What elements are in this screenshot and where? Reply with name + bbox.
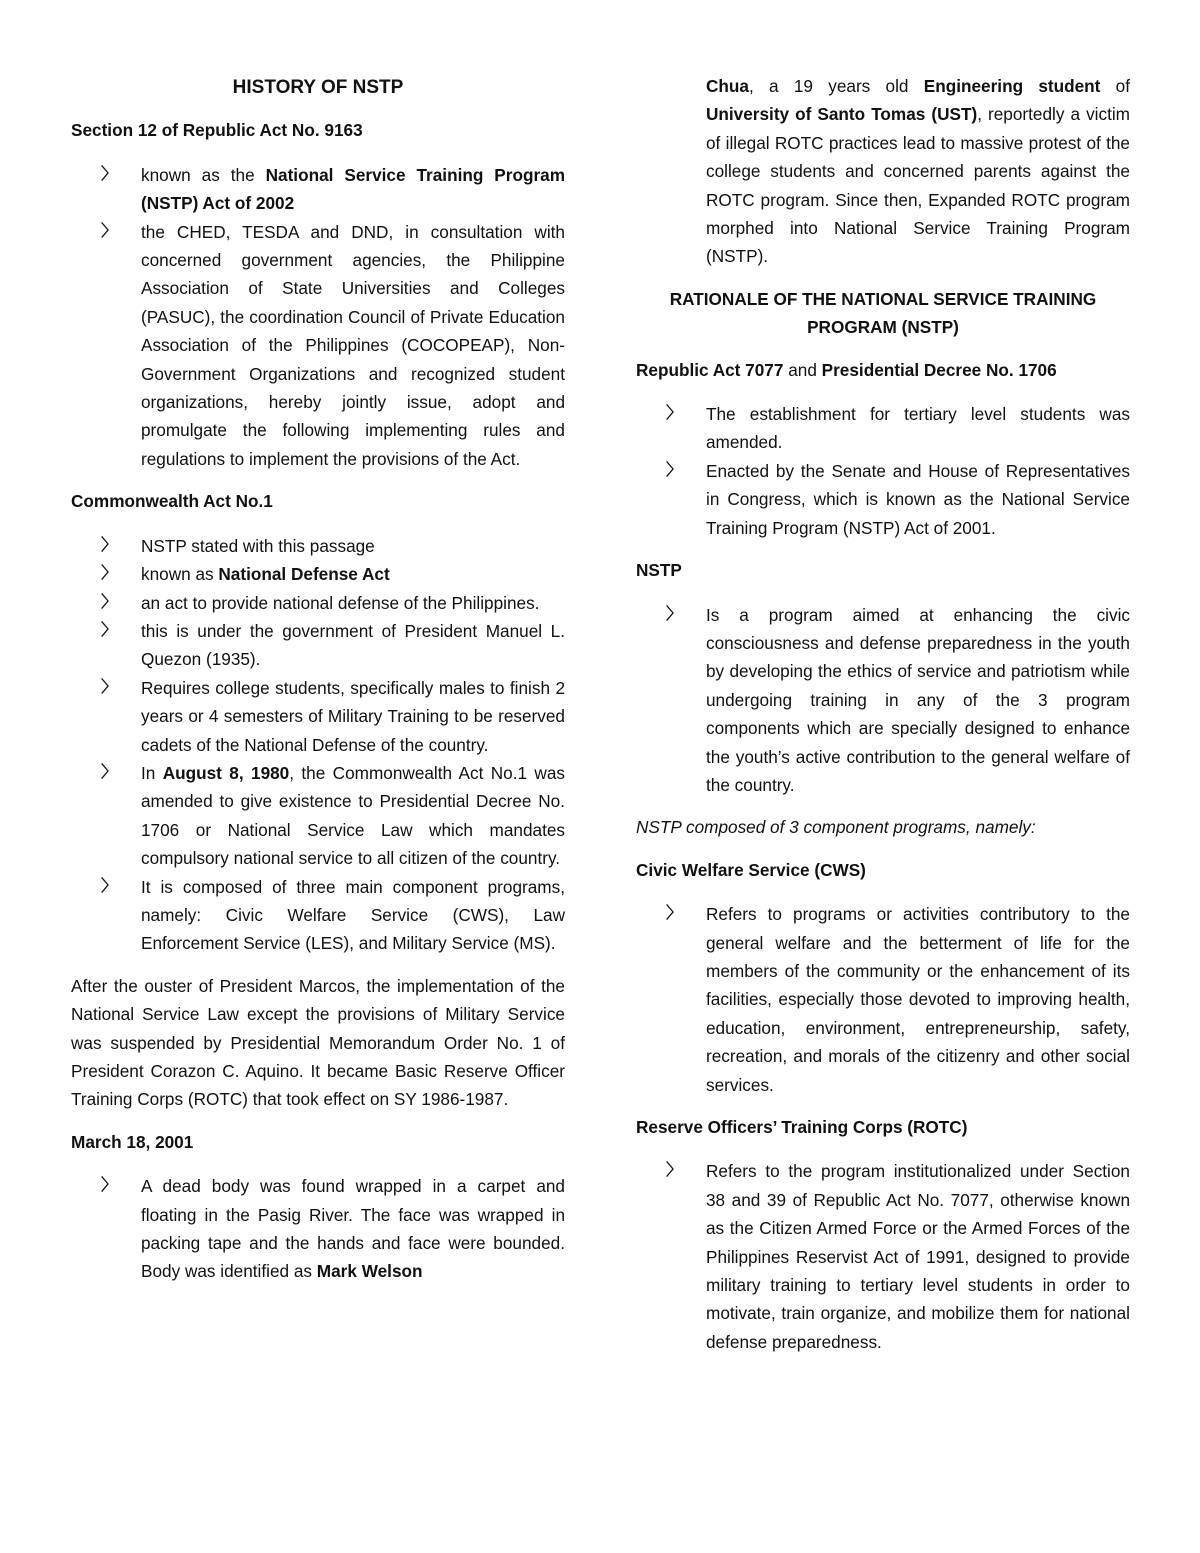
list-item: 〉 It is composed of three main component programs, namely: Civic Welfare Service (CWS), Law Enforcement Service (LES), and Military Service (MS). xyxy=(71,873,565,958)
chevron-right-icon: 〉 xyxy=(666,605,683,623)
list-item: 〉 known as National Defense Act xyxy=(71,560,565,588)
list-item: 〉 Refers to programs or activities contributory to the general welfare and the betterment of life for the members of the community or the enhancement of its facilities, especially those devoted to improving health, education, environment, entrepreneurship, safety, recreation, and morals of the citizenry and other social services. xyxy=(636,900,1130,1099)
list-item: 〉 Requires college students, specifically males to finish 2 years or 4 semesters of Military Training to be reserved cadets of the National Defense of the country. xyxy=(71,674,565,759)
chevron-right-icon: 〉 xyxy=(101,621,118,639)
section-heading-ra9163: Section 12 of Republic Act No. 9163 xyxy=(71,120,363,141)
list-item: 〉 the CHED, TESDA and DND, in consultation with concerned government agencies, the Philippine Association of State Universities and Colleges (PASUC), the coordination Council of Private Education Association of the Philippines (COCOPEAP), Non-Government Organizations and recognized student organizations, hereby jointly issue, adopt and promulgate the following implementing rules and regulations to implement the provisions of the Act. xyxy=(71,218,565,474)
rationale-list xyxy=(636,400,1130,542)
list-item: 〉 this is under the government of President Manuel L. Quezon (1935). xyxy=(71,617,565,674)
page-title: HISTORY OF NSTP xyxy=(232,77,404,98)
list-item: 〉 NSTP stated with this passage xyxy=(71,532,565,560)
continuation-block xyxy=(636,72,1130,271)
chevron-right-icon: 〉 xyxy=(666,405,683,423)
section12-list xyxy=(71,161,565,473)
components-intro: NSTP composed of 3 component programs, namely: xyxy=(636,817,1036,838)
chevron-right-icon: 〉 xyxy=(101,1177,118,1195)
list-item: 〉 known as the National Service Training Program (NSTP) Act of 2002 xyxy=(71,161,565,218)
chevron-right-icon: 〉 xyxy=(666,1162,683,1180)
after-ouster-paragraph: After the ouster of President Marcos, the implementation of the National Service Law except the provisions of Military Service was suspended by Presidential Memorandum Order No. 1 of President Corazon C. Aquino. It became Basic Reserve Officer Training Corps (ROTC) that took effect on SY 1986-1987. xyxy=(71,975,565,1110)
section-heading-rotc: Reserve Officers’ Training Corps (ROTC) xyxy=(636,1117,968,1137)
section-heading-commonwealth: Commonwealth Act No.1 xyxy=(71,491,273,512)
section-heading-march-2001: March 18, 2001 xyxy=(71,1131,194,1152)
chevron-right-icon: 〉 xyxy=(101,222,118,240)
chevron-right-icon: 〉 xyxy=(101,165,118,183)
rationale-subheading: Republic Act 7077 and Presidential Decree No. 1706 xyxy=(636,359,1057,380)
chevron-right-icon: 〉 xyxy=(101,536,118,554)
list-item: 〉 Enacted by the Senate and House of Representatives in Congress, which is known as the National Service Training Program (NSTP) Act of 2001. xyxy=(636,457,1130,542)
list-item: 〉 an act to provide national defense of the Philippines. xyxy=(71,589,565,617)
chevron-right-icon: 〉 xyxy=(666,905,683,923)
commonwealth-list xyxy=(71,532,565,958)
left-column xyxy=(71,72,565,1300)
list-item: 〉 A dead body was found wrapped in a carpet and floating in the Pasig River. The face was wrapped in packing tape and the hands and face were bounded. Body was identified as Mark Welson xyxy=(71,1172,565,1286)
nstp-list xyxy=(636,601,1130,800)
chevron-right-icon: 〉 xyxy=(101,593,118,611)
cws-list xyxy=(636,900,1130,1099)
chevron-right-icon: 〉 xyxy=(101,877,118,895)
chevron-right-icon: 〉 xyxy=(101,678,118,696)
section-heading-cws: Civic Welfare Service (CWS) xyxy=(636,859,866,880)
list-item: 〉 Refers to the program institutionalized under Section 38 and 39 of Republic Act No. 7077, otherwise known as the Citizen Armed Force or the Armed Forces of the Philippines Reservist Act of 1991, designed to provide military training to tertiary level students in order to motivate, train organize, and mobilize them for national defense preparedness. xyxy=(636,1157,1130,1356)
list-item: 〉 In August 8, 1980, the Commonwealth Act No.1 was amended to give existence to Presidential Decree No. 1706 or National Service Law which mandates compulsory national service to all citizen of the country. xyxy=(71,759,565,873)
march-list xyxy=(71,1172,565,1286)
section-heading-nstp: NSTP xyxy=(636,560,682,581)
list-item: 〉 Is a program aimed at enhancing the civic consciousness and defense preparedness in the youth by developing the ethics of service and patriotism while undergoing training in any of the 3 program components which are specially designed to enhance the youth’s active contribution to the general welfare of the country. xyxy=(636,601,1130,800)
chevron-right-icon: 〉 xyxy=(666,461,683,479)
chevron-right-icon: 〉 xyxy=(101,565,118,583)
continuation-text: Chua, a 19 years old Engineering student of University of Santo Tomas (UST), reportedly a victim of illegal ROTC practices lead to massive protest of the college students and concerned parents against the ROTC program. Since then, Expanded ROTC program morphed into National Service Training Program (NSTP). xyxy=(706,76,1131,267)
chevron-right-icon: 〉 xyxy=(101,763,118,781)
list-item: 〉 The establishment for tertiary level students was amended. xyxy=(636,400,1130,457)
right-column xyxy=(636,72,1130,1370)
rotc-list xyxy=(636,1157,1130,1356)
rationale-heading: RATIONALE OF THE NATIONAL SERVICE TRAINING PROGRAM (NSTP) xyxy=(669,288,1097,338)
